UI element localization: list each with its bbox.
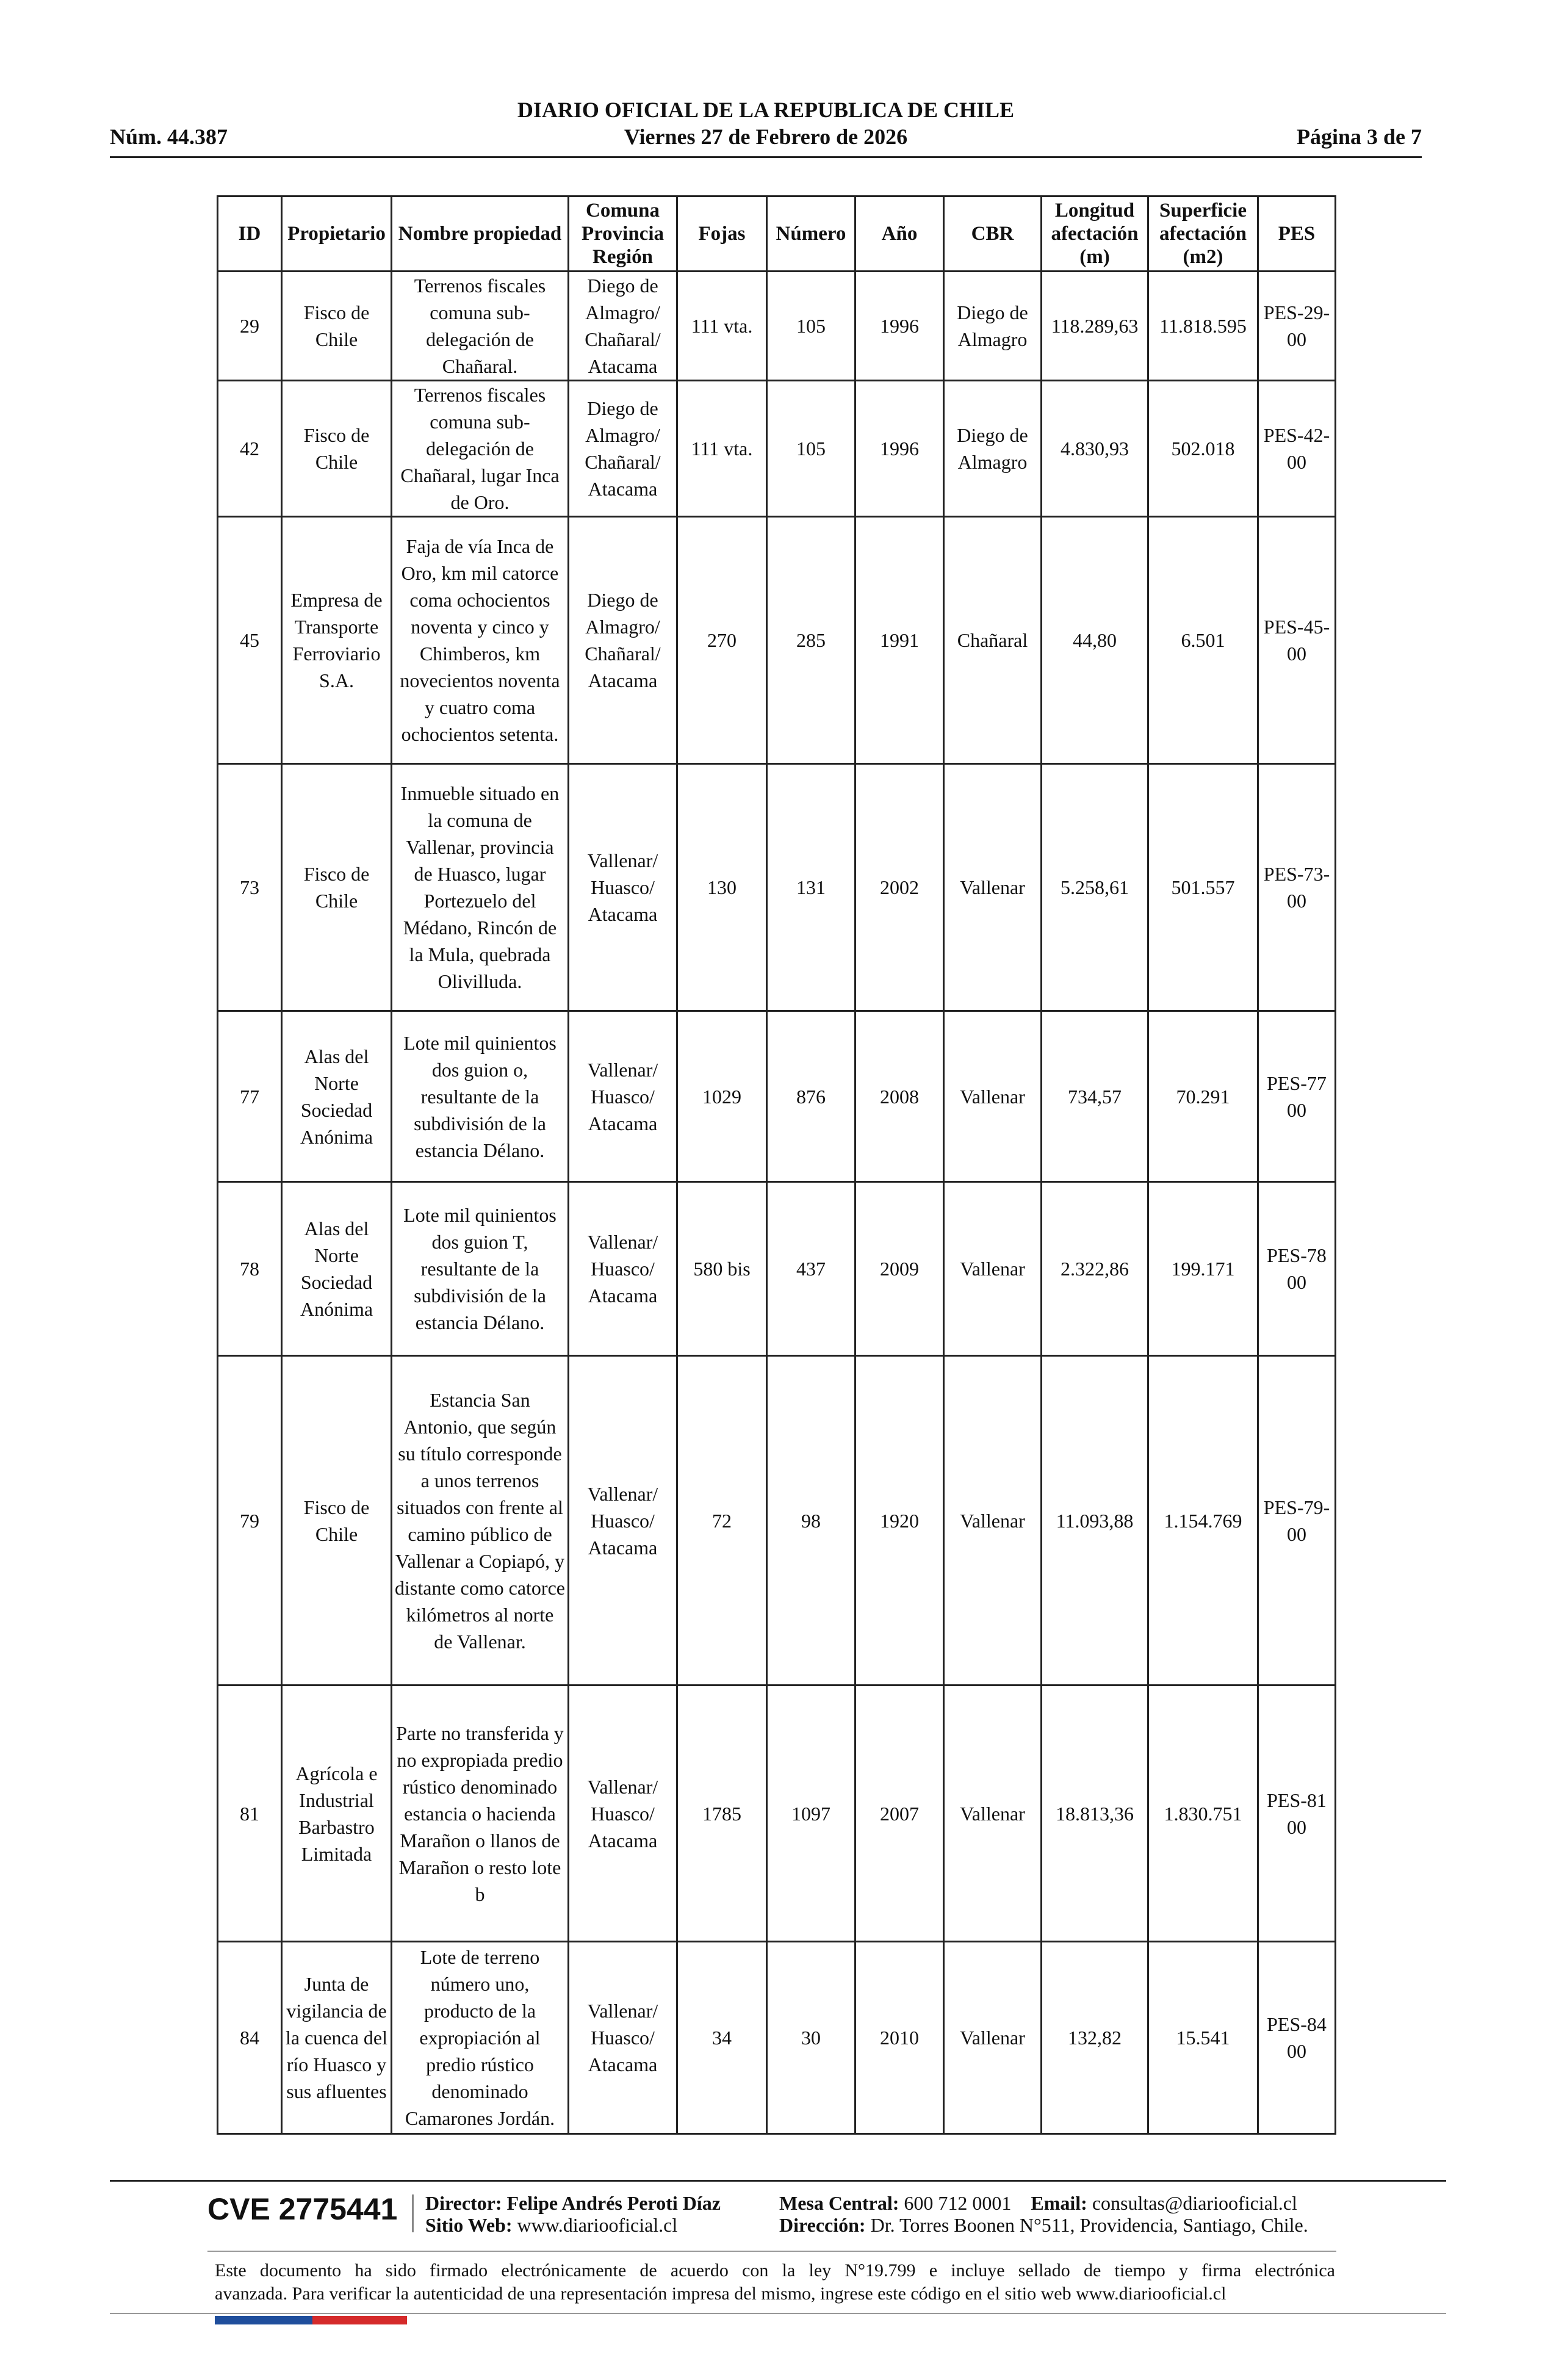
cell-year: 2002 (855, 764, 944, 1011)
cell-year: 1920 (855, 1356, 944, 1686)
col-header-commune: Comuna Provincia Región (569, 197, 677, 272)
cell-owner: Alas del Norte Sociedad Anónima (282, 1011, 392, 1182)
cell-property-name: Lote mil quinientos dos guion T, resultante de la subdivisión de la estancia Délano. (392, 1182, 569, 1356)
cell-number: 131 (767, 764, 855, 1011)
cell-pes: PES-81 00 (1258, 1686, 1336, 1942)
col-header-cbr: CBR (944, 197, 1042, 272)
cell-fojas: 130 (677, 764, 767, 1011)
cell-surface: 1.154.769 (1148, 1356, 1258, 1686)
cell-number: 285 (767, 517, 855, 764)
director-label: Director: (425, 2192, 502, 2214)
cell-fojas: 1785 (677, 1686, 767, 1942)
cell-surface: 15.541 (1148, 1942, 1258, 2134)
cell-surface: 70.291 (1148, 1011, 1258, 1182)
cell-year: 2007 (855, 1686, 944, 1942)
cell-property-name: Lote de terreno número uno, producto de la expropiación al predio rústico denominado Camarones Jordán. (392, 1942, 569, 2134)
cell-length: 18.813,36 (1042, 1686, 1148, 1942)
cell-commune: Diego de Almagro/ Chañaral/ Atacama (569, 381, 677, 517)
cell-year: 2008 (855, 1011, 944, 1182)
page-indicator: Página 3 de 7 (1296, 124, 1422, 149)
cell-fojas: 34 (677, 1942, 767, 2134)
cell-commune: Vallenar/ Huasco/ Atacama (569, 1686, 677, 1942)
cell-fojas: 1029 (677, 1011, 767, 1182)
cell-commune: Diego de Almagro/ Chañaral/ Atacama (569, 517, 677, 764)
cell-length: 44,80 (1042, 517, 1148, 764)
cell-id: 73 (218, 764, 282, 1011)
cell-property-name: Estancia San Antonio, que según su título corresponde a unos terrenos situados con frente al camino público de Vallenar a Copiapó, y distante como catorce kilómetros al norte de Vallenar. (392, 1356, 569, 1686)
footer-rule (110, 2180, 1446, 2182)
col-header-pes: PES (1258, 197, 1336, 272)
cell-number: 437 (767, 1182, 855, 1356)
cell-commune: Vallenar/ Huasco/ Atacama (569, 1011, 677, 1182)
footer-contact-block (779, 2192, 1308, 2236)
cell-number: 105 (767, 272, 855, 381)
cell-year: 1996 (855, 272, 944, 381)
cell-owner: Fisco de Chile (282, 272, 392, 381)
cell-owner: Alas del Norte Sociedad Anónima (282, 1182, 392, 1356)
table-row (218, 1356, 1336, 1686)
cell-length: 4.830,93 (1042, 381, 1148, 517)
cell-property-name: Parte no transferida y no expropiada predio rústico denominado estancia o hacienda Marañon o llanos de Marañon o resto lote b (392, 1686, 569, 1942)
page-header (110, 92, 1422, 159)
cell-commune: Vallenar/ Huasco/ Atacama (569, 1942, 677, 2134)
col-header-year: Año (855, 197, 944, 272)
cell-number: 1097 (767, 1686, 855, 1942)
cve-code: CVE 2775441 (207, 2192, 398, 2226)
table-row (218, 764, 1336, 1011)
cell-owner: Empresa de Transporte Ferroviario S.A. (282, 517, 392, 764)
cell-owner: Junta de vigilancia de la cuenca del río Huasco y sus afluentes (282, 1942, 392, 2134)
cell-surface: 199.171 (1148, 1182, 1258, 1356)
cell-pes: PES-45-00 (1258, 517, 1336, 764)
cell-length: 5.258,61 (1042, 764, 1148, 1011)
cell-number: 105 (767, 381, 855, 517)
cell-year: 1996 (855, 381, 944, 517)
issue-number: Núm. 44.387 (110, 124, 228, 149)
cell-id: 79 (218, 1356, 282, 1686)
col-header-property-name: Nombre propiedad (392, 197, 569, 272)
cell-surface: 501.557 (1148, 764, 1258, 1011)
cell-cbr: Diego de Almagro (944, 381, 1042, 517)
flag-stripe-blue (215, 2316, 312, 2324)
table-row (218, 381, 1336, 517)
cell-fojas: 111 vta. (677, 272, 767, 381)
cell-fojas: 72 (677, 1356, 767, 1686)
col-header-fojas: Fojas (677, 197, 767, 272)
col-header-owner: Propietario (282, 197, 392, 272)
legal-notice-line-1: Este documento ha sido firmado electrónicamente de acuerdo con la ley N°19.799 e incluye sellado de tiempo y firma electrónica (215, 2260, 1335, 2281)
table-row (218, 1011, 1336, 1182)
cell-pes: PES-42-00 (1258, 381, 1336, 517)
legal-notice-line-2: avanzada. Para verificar la autenticidad de una representación impresa del mismo, ingrese este código en el sitio web www.diariooficial.cl (215, 2284, 1226, 2304)
cell-length: 2.322,86 (1042, 1182, 1148, 1356)
cell-surface: 6.501 (1148, 517, 1258, 764)
mesa-phone: 600 712 0001 (904, 2192, 1012, 2214)
footer-rule-3 (110, 2313, 1446, 2314)
cell-number: 30 (767, 1942, 855, 2134)
publication-title: DIARIO OFICIAL DE LA REPUBLICA DE CHILE (517, 98, 1015, 122)
cell-length: 118.289,63 (1042, 272, 1148, 381)
cell-pes: PES-29-00 (1258, 272, 1336, 381)
properties-table (217, 195, 1336, 2135)
cell-fojas: 111 vta. (677, 381, 767, 517)
cell-cbr: Vallenar (944, 1686, 1042, 1942)
cell-cbr: Vallenar (944, 1356, 1042, 1686)
cell-length: 132,82 (1042, 1942, 1148, 2134)
cell-owner: Fisco de Chile (282, 381, 392, 517)
cell-number: 98 (767, 1356, 855, 1686)
cell-id: 77 (218, 1011, 282, 1182)
cell-year: 2010 (855, 1942, 944, 2134)
cell-owner: Agrícola e Industrial Barbastro Limitada (282, 1686, 392, 1942)
cell-id: 81 (218, 1686, 282, 1942)
cell-number: 876 (767, 1011, 855, 1182)
cell-cbr: Vallenar (944, 764, 1042, 1011)
cell-cbr: Vallenar (944, 1011, 1042, 1182)
cell-id: 42 (218, 381, 282, 517)
cell-pes: PES-78 00 (1258, 1182, 1336, 1356)
cell-year: 1991 (855, 517, 944, 764)
table-header-row (218, 197, 1336, 272)
footer-separator (412, 2194, 414, 2232)
flag-stripe-red (312, 2316, 407, 2324)
site-label: Sitio Web: (425, 2214, 513, 2236)
cell-id: 45 (218, 517, 282, 764)
cell-id: 29 (218, 272, 282, 381)
cell-cbr: Vallenar (944, 1942, 1042, 2134)
cell-surface: 502.018 (1148, 381, 1258, 517)
cell-length: 11.093,88 (1042, 1356, 1148, 1686)
table-row (218, 1686, 1336, 1942)
cell-commune: Diego de Almagro/ Chañaral/ Atacama (569, 272, 677, 381)
cell-property-name: Terrenos fiscales comuna sub-delegación de Chañaral, lugar Inca de Oro. (392, 381, 569, 517)
cell-property-name: Inmueble situado en la comuna de Vallenar, provincia de Huasco, lugar Portezuelo del Médano, Rincón de la Mula, quebrada Olivilluda. (392, 764, 569, 1011)
footer-director-block (425, 2192, 721, 2236)
email-label: Email: (1031, 2192, 1087, 2214)
table-row (218, 272, 1336, 381)
col-header-surface: Superficie afectación (m2) (1148, 197, 1258, 272)
cell-commune: Vallenar/ Huasco/ Atacama (569, 1356, 677, 1686)
header-rule (110, 156, 1422, 158)
cell-id: 84 (218, 1942, 282, 2134)
cell-property-name: Faja de vía Inca de Oro, km mil catorce coma ochocientos noventa y cinco y Chimberos, km novecientos noventa y cuatro coma ochocientos setenta. (392, 517, 569, 764)
mesa-label: Mesa Central: (779, 2192, 899, 2214)
cell-pes: PES-84 00 (1258, 1942, 1336, 2134)
table-row (218, 1182, 1336, 1356)
cell-commune: Vallenar/ Huasco/ Atacama (569, 1182, 677, 1356)
table-row (218, 1942, 1336, 2134)
col-header-id: ID (218, 197, 282, 272)
cell-owner: Fisco de Chile (282, 1356, 392, 1686)
cell-property-name: Lote mil quinientos dos guion o, resultante de la subdivisión de la estancia Délano. (392, 1011, 569, 1182)
issue-date: Viernes 27 de Febrero de 2026 (624, 124, 908, 149)
cell-fojas: 270 (677, 517, 767, 764)
site-link[interactable]: www.diariooficial.cl (517, 2214, 678, 2236)
cell-property-name: Terrenos fiscales comuna sub-delegación de Chañaral. (392, 272, 569, 381)
cell-surface: 11.818.595 (1148, 272, 1258, 381)
cell-fojas: 580 bis (677, 1182, 767, 1356)
cell-cbr: Diego de Almagro (944, 272, 1042, 381)
cell-year: 2009 (855, 1182, 944, 1356)
address-label: Dirección: (779, 2214, 866, 2236)
address-text: Dr. Torres Boonen N°511, Providencia, Santiago, Chile. (870, 2214, 1308, 2236)
cell-length: 734,57 (1042, 1011, 1148, 1182)
cell-pes: PES-77 00 (1258, 1011, 1336, 1182)
cell-id: 78 (218, 1182, 282, 1356)
cell-surface: 1.830.751 (1148, 1686, 1258, 1942)
cell-commune: Vallenar/ Huasco/ Atacama (569, 764, 677, 1011)
footer-rule-2 (207, 2251, 1336, 2252)
cell-owner: Fisco de Chile (282, 764, 392, 1011)
col-header-length: Longitud afectación (m) (1042, 197, 1148, 272)
cell-cbr: Chañaral (944, 517, 1042, 764)
cell-cbr: Vallenar (944, 1182, 1042, 1356)
cell-pes: PES-73-00 (1258, 764, 1336, 1011)
cell-pes: PES-79-00 (1258, 1356, 1336, 1686)
email-link[interactable]: consultas@diariooficial.cl (1092, 2192, 1297, 2214)
director-name: Felipe Andrés Peroti Díaz (506, 2192, 721, 2214)
col-header-number: Número (767, 197, 855, 272)
table-row (218, 517, 1336, 764)
